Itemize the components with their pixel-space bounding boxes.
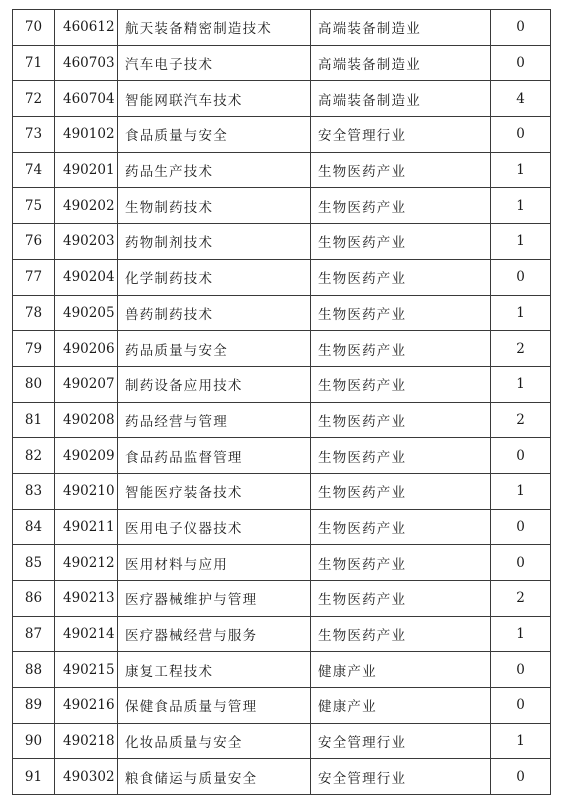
major-code-cell: 490211: [55, 509, 118, 545]
industry-cell: 生物医药产业: [311, 224, 491, 260]
count-cell: 2: [491, 402, 551, 438]
table-row: [13, 402, 551, 438]
count-cell: 0: [491, 10, 551, 46]
major-code-cell: 490206: [55, 331, 118, 367]
major-code-cell: 490207: [55, 366, 118, 402]
major-code-cell: 460703: [55, 45, 118, 81]
table-row: [13, 152, 551, 188]
major-name-cell: 化学制药技术: [118, 259, 311, 295]
major-name-cell: 医用电子仪器技术: [118, 509, 311, 545]
row-number-cell: 75: [13, 188, 55, 224]
count-cell: 1: [491, 723, 551, 759]
table-row: [13, 10, 551, 46]
table-row: [13, 259, 551, 295]
major-code-cell: 460612: [55, 10, 118, 46]
major-code-cell: 490210: [55, 473, 118, 509]
row-number-cell: 82: [13, 438, 55, 474]
row-number-cell: 83: [13, 473, 55, 509]
count-cell: 0: [491, 652, 551, 688]
major-name-cell: 保健食品质量与管理: [118, 688, 311, 724]
industry-cell: 生物医药产业: [311, 152, 491, 188]
table-row: [13, 224, 551, 260]
industry-cell: 安全管理行业: [311, 117, 491, 153]
row-number-cell: 90: [13, 723, 55, 759]
major-name-cell: 药物制剂技术: [118, 224, 311, 260]
major-name-cell: 药品质量与安全: [118, 331, 311, 367]
industry-cell: 生物医药产业: [311, 402, 491, 438]
table-row: [13, 45, 551, 81]
count-cell: 0: [491, 438, 551, 474]
industry-cell: 生物医药产业: [311, 331, 491, 367]
row-number-cell: 77: [13, 259, 55, 295]
major-name-cell: 化妆品质量与安全: [118, 723, 311, 759]
major-code-cell: 490215: [55, 652, 118, 688]
table-row: [13, 81, 551, 117]
major-name-cell: 医疗器械维护与管理: [118, 581, 311, 617]
major-code-cell: 490302: [55, 759, 118, 795]
major-code-cell: 490201: [55, 152, 118, 188]
major-code-cell: 490212: [55, 545, 118, 581]
table-row: [13, 509, 551, 545]
major-code-cell: 490208: [55, 402, 118, 438]
count-cell: 1: [491, 366, 551, 402]
row-number-cell: 80: [13, 366, 55, 402]
row-number-cell: 74: [13, 152, 55, 188]
major-name-cell: 智能网联汽车技术: [118, 81, 311, 117]
industry-cell: 安全管理行业: [311, 723, 491, 759]
major-name-cell: 药品经营与管理: [118, 402, 311, 438]
major-name-cell: 智能医疗装备技术: [118, 473, 311, 509]
table-row: [13, 581, 551, 617]
major-code-cell: 490216: [55, 688, 118, 724]
table-row: [13, 545, 551, 581]
major-name-cell: 药品生产技术: [118, 152, 311, 188]
table-row: [13, 117, 551, 153]
row-number-cell: 78: [13, 295, 55, 331]
industry-cell: 健康产业: [311, 688, 491, 724]
major-name-cell: 粮食储运与质量安全: [118, 759, 311, 795]
row-number-cell: 76: [13, 224, 55, 260]
major-code-cell: 490214: [55, 616, 118, 652]
industry-cell: 健康产业: [311, 652, 491, 688]
count-cell: 1: [491, 224, 551, 260]
majors-table-body: [13, 10, 551, 795]
count-cell: 0: [491, 509, 551, 545]
table-row: [13, 473, 551, 509]
major-name-cell: 康复工程技术: [118, 652, 311, 688]
major-name-cell: 医疗器械经营与服务: [118, 616, 311, 652]
industry-cell: 高端装备制造业: [311, 10, 491, 46]
table-row: [13, 723, 551, 759]
majors-table: [12, 9, 551, 795]
row-number-cell: 85: [13, 545, 55, 581]
row-number-cell: 73: [13, 117, 55, 153]
major-code-cell: 490102: [55, 117, 118, 153]
major-name-cell: 航天装备精密制造技术: [118, 10, 311, 46]
major-name-cell: 医用材料与应用: [118, 545, 311, 581]
industry-cell: 生物医药产业: [311, 545, 491, 581]
count-cell: 0: [491, 759, 551, 795]
table-row: [13, 188, 551, 224]
table-row: [13, 331, 551, 367]
table-row: [13, 616, 551, 652]
major-code-cell: 490203: [55, 224, 118, 260]
count-cell: 0: [491, 688, 551, 724]
count-cell: 2: [491, 581, 551, 617]
major-name-cell: 食品质量与安全: [118, 117, 311, 153]
major-code-cell: 460704: [55, 81, 118, 117]
row-number-cell: 81: [13, 402, 55, 438]
industry-cell: 安全管理行业: [311, 759, 491, 795]
major-code-cell: 490202: [55, 188, 118, 224]
industry-cell: 生物医药产业: [311, 259, 491, 295]
count-cell: 2: [491, 331, 551, 367]
major-name-cell: 食品药品监督管理: [118, 438, 311, 474]
count-cell: 1: [491, 188, 551, 224]
industry-cell: 生物医药产业: [311, 366, 491, 402]
industry-cell: 生物医药产业: [311, 509, 491, 545]
major-code-cell: 490209: [55, 438, 118, 474]
count-cell: 1: [491, 473, 551, 509]
industry-cell: 生物医药产业: [311, 616, 491, 652]
major-code-cell: 490218: [55, 723, 118, 759]
row-number-cell: 88: [13, 652, 55, 688]
industry-cell: 生物医药产业: [311, 438, 491, 474]
row-number-cell: 72: [13, 81, 55, 117]
count-cell: 4: [491, 81, 551, 117]
count-cell: 1: [491, 616, 551, 652]
industry-cell: 生物医药产业: [311, 473, 491, 509]
table-row: [13, 438, 551, 474]
count-cell: 0: [491, 545, 551, 581]
table-row: [13, 652, 551, 688]
row-number-cell: 71: [13, 45, 55, 81]
major-name-cell: 汽车电子技术: [118, 45, 311, 81]
major-name-cell: 生物制药技术: [118, 188, 311, 224]
count-cell: 0: [491, 117, 551, 153]
count-cell: 1: [491, 152, 551, 188]
row-number-cell: 84: [13, 509, 55, 545]
major-code-cell: 490205: [55, 295, 118, 331]
industry-cell: 生物医药产业: [311, 581, 491, 617]
industry-cell: 生物医药产业: [311, 295, 491, 331]
table-row: [13, 688, 551, 724]
major-name-cell: 制药设备应用技术: [118, 366, 311, 402]
major-code-cell: 490213: [55, 581, 118, 617]
table-row: [13, 366, 551, 402]
industry-cell: 高端装备制造业: [311, 45, 491, 81]
table-row: [13, 759, 551, 795]
table-row: [13, 295, 551, 331]
count-cell: 0: [491, 259, 551, 295]
row-number-cell: 91: [13, 759, 55, 795]
row-number-cell: 86: [13, 581, 55, 617]
count-cell: 1: [491, 295, 551, 331]
industry-cell: 高端装备制造业: [311, 81, 491, 117]
count-cell: 0: [491, 45, 551, 81]
industry-cell: 生物医药产业: [311, 188, 491, 224]
row-number-cell: 79: [13, 331, 55, 367]
major-code-cell: 490204: [55, 259, 118, 295]
row-number-cell: 70: [13, 10, 55, 46]
row-number-cell: 87: [13, 616, 55, 652]
major-name-cell: 兽药制药技术: [118, 295, 311, 331]
row-number-cell: 89: [13, 688, 55, 724]
